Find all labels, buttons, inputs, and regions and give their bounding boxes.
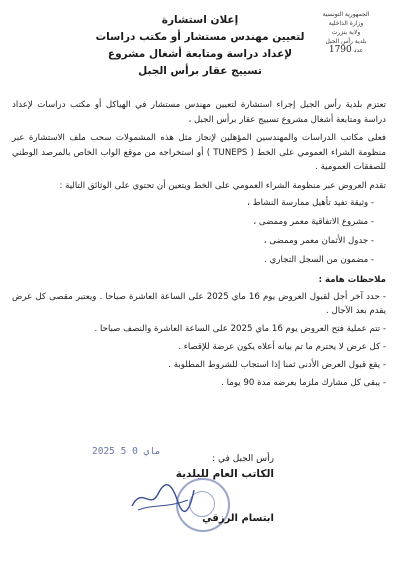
- instructions-paragraph: فعلى مكاتب الدراسات والمهندسين المؤهلين لإنجاز مثل هذه المشمولات سحب ملف الاستشارة عبر منظومة الشراء العمومي على الخط ( TUNEPS ) أو استخراجه من موقع الواب الخاص بالمرصد الوطني للصفقات العمومية .: [12, 133, 386, 172]
- note-item: - حدد آخر أجل لقبول العروض يوم 16 ماي 2025 على الساعة العاشرة صباحا . ويعتبر مقصى كل عرض يقدم بعد الآجال .: [12, 291, 386, 316]
- note-item: - يبقى كل مشارك ملزما بعرضه مدة 90 يوما .: [221, 377, 386, 388]
- note-item: - يقع قبول العرض الأدنى ثمنا إذا استجاب للشروط المطلوبة .: [168, 359, 386, 370]
- list-item: - وثيقة تفيد تأهيل ممارسة النشاط ،: [247, 198, 374, 208]
- reference-value: 1790: [328, 45, 352, 55]
- announcement-title-block: [60, 12, 340, 80]
- reference-prefix: عدد: [353, 47, 364, 54]
- announcement-subtitle: تسييج عقار برأس الجبل: [138, 65, 262, 77]
- letterhead-line: بلدية رأس الجبل: [325, 38, 367, 45]
- announcement-title: إعلان استشارة: [161, 14, 239, 26]
- letterhead-line: الجمهورية التونسية: [322, 11, 370, 18]
- note-item: - كل عرض لا يحترم ما تم بيانه أعلاه يكون عرضة للإقصاء .: [178, 341, 386, 352]
- list-item: - جدول الأثمان معمر وممضى ،: [263, 236, 374, 246]
- required-documents-list: [12, 197, 374, 267]
- place-line: رأس الجبل في :: [212, 454, 274, 464]
- handwritten-signature: [128, 480, 198, 516]
- list-item: - مضمون من السجل التجاري .: [264, 255, 374, 265]
- intro-paragraph: تعتزم بلدية رأس الجبل إجراء استشارة لتعيين مهندس مستشار في الهياكل أو مكتب دراسات لإعداد دراسة ومتابعة أشغال مشروع تسييج عقار برأس الجبل ،: [12, 100, 386, 125]
- notes-heading: ملاحظات هامة :: [318, 275, 386, 285]
- signatory-name: ابتسام الرزقي: [202, 513, 274, 524]
- letterhead-line: وزارة الداخلية: [328, 20, 364, 27]
- announcement-body: [12, 98, 386, 394]
- list-item: - مشروع الاتفاقية معمر وممضى ،: [253, 217, 374, 227]
- note-item: - تتم عملية فتح العروض يوم 16 ماي 2025 على الساعة العاشرة والنصف صباحا .: [94, 323, 386, 334]
- announcement-subtitle: لإعداد دراسة ومتابعة أشغال مشروع: [107, 48, 293, 60]
- documents-intro: تقدم العروض عبر منظومة الشراء العمومي على الخط ويتعين أن تحتوي على الوثائق التالية :: [59, 180, 386, 191]
- letterhead-line: ولاية بنزرت: [331, 29, 361, 36]
- signatory-title: الكاتب العام للبلدية: [175, 468, 274, 480]
- announcement-subtitle: لتعيين مهندس مستشار أو مكتب دراسات: [95, 31, 305, 43]
- date-stamp: 2025 ماي 0 5: [92, 446, 161, 457]
